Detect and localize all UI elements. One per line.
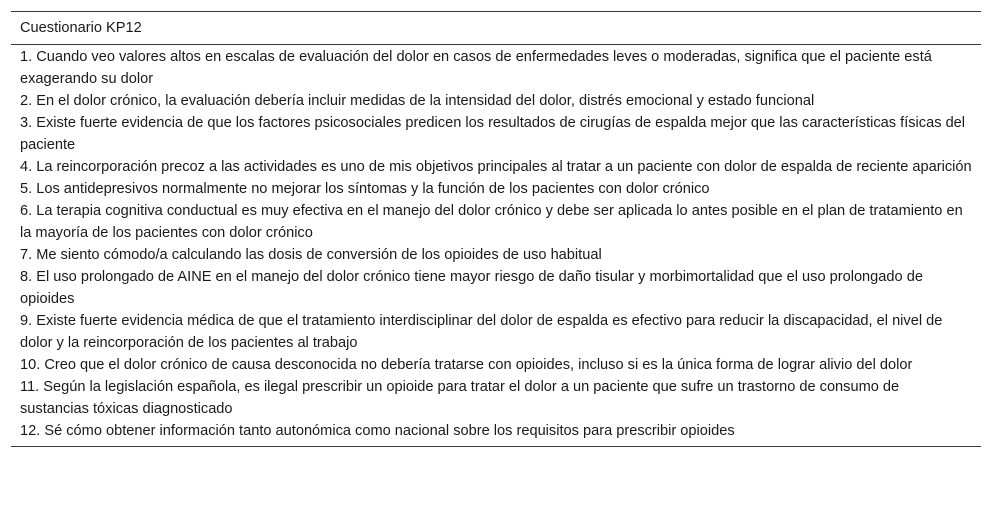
table-row: [11, 90, 981, 112]
table-row: [11, 354, 981, 376]
table-row: [11, 266, 981, 310]
table-row: [11, 178, 981, 200]
table-row: [11, 45, 981, 91]
table-header-cell: Cuestionario KP12: [11, 12, 981, 45]
question-item-8: 8. El uso prolongado de AINE en el manejo del dolor crónico tiene mayor riesgo de daño tisular y morbimortalidad que el uso prolongado de opioides: [20, 269, 923, 307]
table-row: [11, 376, 981, 420]
question-item-1: 1. Cuando veo valores altos en escalas de evaluación del dolor en casos de enfermedades leves o moderadas, significa que el paciente está exagerando su dolor: [20, 49, 932, 87]
table-row: [11, 156, 981, 178]
table-row: [11, 310, 981, 354]
questionnaire-table-container: [11, 11, 981, 447]
question-item-5: 5. Los antidepresivos normalmente no mejorar los síntomas y la función de los pacientes con dolor crónico: [20, 181, 710, 197]
questionnaire-table: [11, 11, 981, 447]
table-row: [11, 112, 981, 156]
question-item-4: 4. La reincorporación precoz a las actividades es uno de mis objetivos principales al tratar a un paciente con dolor de espalda de reciente aparición: [20, 159, 972, 175]
question-item-12: 12. Sé cómo obtener información tanto autonómica como nacional sobre los requisitos para prescribir opioides: [11, 420, 981, 447]
question-item-7: 7. Me siento cómodo/a calculando las dosis de conversión de los opioides de uso habitual: [20, 247, 602, 263]
question-item-10: 10. Creo que el dolor crónico de causa desconocida no debería tratarse con opioides, incluso si es la única forma de lograr alivio del dolor: [20, 357, 913, 373]
table-row: [11, 420, 981, 447]
question-item-2: 2. En el dolor crónico, la evaluación debería incluir medidas de la intensidad del dolor, distrés emocional y estado funcional: [20, 93, 815, 109]
question-item-6: 6. La terapia cognitiva conductual es muy efectiva en el manejo del dolor crónico y debe ser aplicada lo antes posible en el plan de tratamiento en la mayoría de los pacientes con dolor crónico: [20, 203, 963, 241]
table-row: [11, 200, 981, 244]
table-row: [11, 244, 981, 266]
question-item-11: 11. Según la legislación española, es ilegal prescribir un opioide para tratar el dolor a un paciente que sufre un trastorno de consumo de sustancias tóxicas diagnosticado: [20, 379, 900, 417]
table-header-row: [11, 12, 981, 45]
question-item-9: 9. Existe fuerte evidencia médica de que el tratamiento interdisciplinar del dolor de espalda es efectivo para reducir la discapacidad, el nivel de dolor y la reincorporación de los pacientes al trabajo: [20, 313, 943, 351]
question-item-3: 3. Existe fuerte evidencia de que los factores psicosociales predicen los resultados de cirugías de espalda mejor que las características físicas del paciente: [20, 115, 966, 153]
